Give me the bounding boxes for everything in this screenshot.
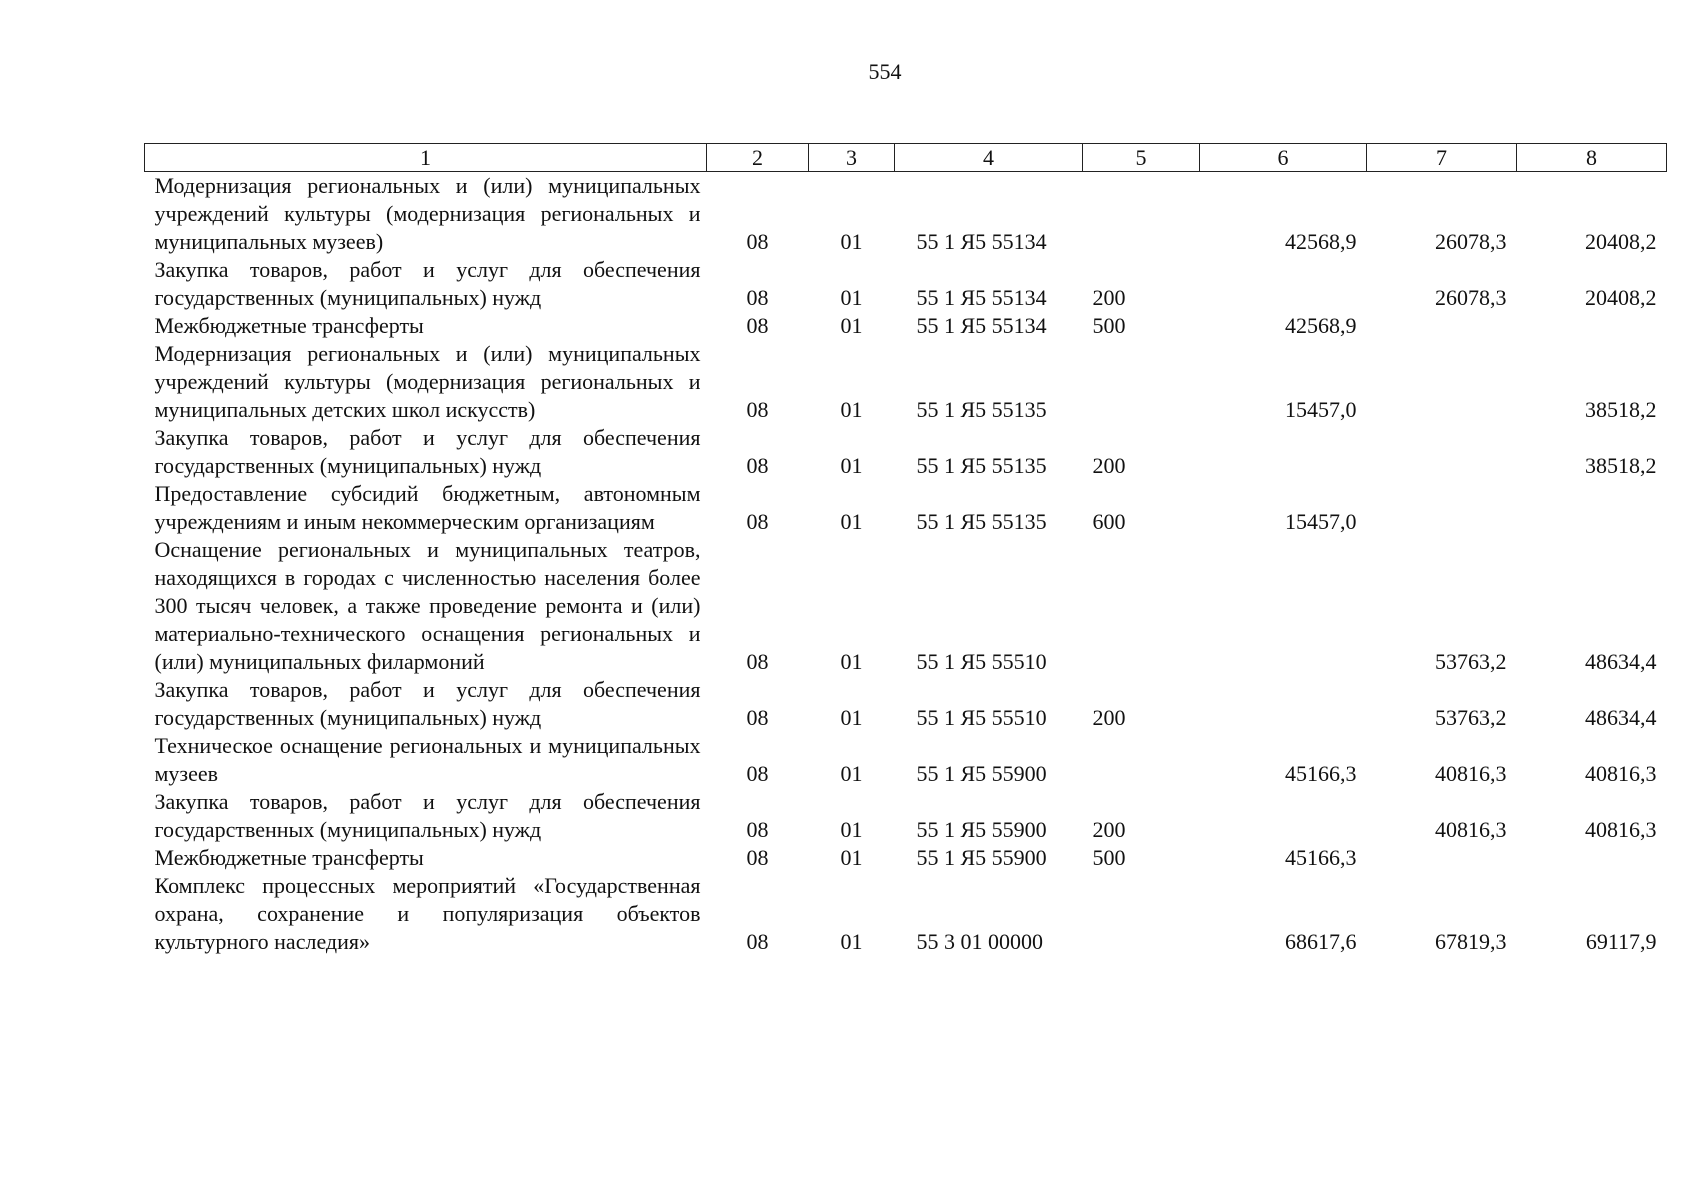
cell-amount-col8 xyxy=(1517,480,1667,536)
cell-amount-col8: 48634,4 xyxy=(1585,649,1657,674)
cell-expense-type xyxy=(1083,340,1200,424)
cell-section: 08 xyxy=(746,397,769,422)
table-body xyxy=(145,172,1667,957)
cell-expense-type xyxy=(1083,536,1200,676)
table-header xyxy=(145,144,1667,172)
table-row xyxy=(145,424,1667,480)
page-number: 554 xyxy=(868,59,902,84)
cell-amount-col7: 26078,3 xyxy=(1435,285,1507,310)
cell-target-article: 55 1 Я5 55135 xyxy=(916,453,1047,478)
cell-target-article: 55 1 Я5 55900 xyxy=(916,761,1047,786)
cell-amount-col6: 42568,9 xyxy=(1285,313,1357,338)
cell-amount-col6: 45166,3 xyxy=(1285,761,1357,786)
cell-amount-col7 xyxy=(1367,340,1517,424)
header-row xyxy=(145,144,1667,172)
cell-expense-type: 500 xyxy=(1092,845,1126,870)
header-col-5: 5 xyxy=(1083,144,1200,172)
cell-description: Оснащение региональных и муниципальных театров, находящихся в городах с численностью населения более 300 тысяч человек, а также проведение ремонта и (или) материально-технического оснащения региональных и (или) муниципальных филармоний xyxy=(154,537,701,674)
table-row xyxy=(145,676,1667,732)
cell-description: Модернизация региональных и (или) муниципальных учреждений культуры (модернизация региональных и муниципальных детских школ искусств) xyxy=(154,341,701,422)
cell-expense-type xyxy=(1083,172,1200,257)
cell-subsection: 01 xyxy=(840,509,863,534)
cell-section: 08 xyxy=(746,817,769,842)
cell-subsection: 01 xyxy=(840,845,863,870)
cell-subsection: 01 xyxy=(840,285,863,310)
cell-subsection: 01 xyxy=(840,761,863,786)
cell-section: 08 xyxy=(746,229,769,254)
table-row xyxy=(145,872,1667,956)
cell-amount-col6 xyxy=(1200,788,1367,844)
cell-amount-col7 xyxy=(1367,480,1517,536)
cell-amount-col6: 68617,6 xyxy=(1285,929,1357,954)
cell-amount-col8: 40816,3 xyxy=(1585,817,1657,842)
cell-expense-type: 200 xyxy=(1092,453,1126,478)
cell-section: 08 xyxy=(746,929,769,954)
cell-description: Закупка товаров, работ и услуг для обеспечения государственных (муниципальных) нужд xyxy=(154,425,701,478)
cell-amount-col8: 48634,4 xyxy=(1585,705,1657,730)
cell-amount-col6 xyxy=(1200,256,1367,312)
cell-section: 08 xyxy=(746,649,769,674)
cell-amount-col7: 40816,3 xyxy=(1435,761,1507,786)
cell-description: Модернизация региональных и (или) муниципальных учреждений культуры (модернизация региональных и муниципальных музеев) xyxy=(154,173,701,254)
cell-target-article: 55 1 Я5 55900 xyxy=(916,845,1047,870)
table-row xyxy=(145,256,1667,312)
cell-amount-col6 xyxy=(1200,676,1367,732)
cell-section: 08 xyxy=(746,509,769,534)
cell-amount-col7: 53763,2 xyxy=(1435,649,1507,674)
cell-subsection: 01 xyxy=(840,453,863,478)
cell-section: 08 xyxy=(746,705,769,730)
cell-subsection: 01 xyxy=(840,649,863,674)
cell-description: Техническое оснащение региональных и муниципальных музеев xyxy=(154,733,701,786)
table-row xyxy=(145,312,1667,340)
cell-amount-col8: 40816,3 xyxy=(1585,761,1657,786)
cell-description: Закупка товаров, работ и услуг для обеспечения государственных (муниципальных) нужд xyxy=(154,789,701,842)
header-col-6: 6 xyxy=(1200,144,1367,172)
table-row xyxy=(145,172,1667,257)
cell-amount-col7: 26078,3 xyxy=(1435,229,1507,254)
cell-target-article: 55 1 Я5 55134 xyxy=(916,229,1047,254)
cell-expense-type: 600 xyxy=(1092,509,1126,534)
cell-expense-type: 500 xyxy=(1092,313,1126,338)
cell-target-article: 55 1 Я5 55135 xyxy=(916,509,1047,534)
cell-amount-col8: 20408,2 xyxy=(1585,229,1657,254)
cell-target-article: 55 1 Я5 55510 xyxy=(916,705,1047,730)
cell-description: Закупка товаров, работ и услуг для обеспечения государственных (муниципальных) нужд xyxy=(154,677,701,730)
cell-section: 08 xyxy=(746,285,769,310)
cell-description: Межбюджетные трансферты xyxy=(154,313,424,338)
header-col-8: 8 xyxy=(1517,144,1667,172)
cell-subsection: 01 xyxy=(840,817,863,842)
cell-amount-col7 xyxy=(1367,844,1517,872)
cell-target-article: 55 1 Я5 55134 xyxy=(916,285,1047,310)
header-col-4: 4 xyxy=(895,144,1083,172)
table-row xyxy=(145,844,1667,872)
cell-amount-col7: 53763,2 xyxy=(1435,705,1507,730)
cell-section: 08 xyxy=(746,313,769,338)
cell-section: 08 xyxy=(746,761,769,786)
table-row xyxy=(145,536,1667,676)
budget-table xyxy=(144,143,1667,956)
cell-amount-col6: 15457,0 xyxy=(1285,397,1357,422)
table-row xyxy=(145,732,1667,788)
cell-description: Закупка товаров, работ и услуг для обеспечения государственных (муниципальных) нужд xyxy=(154,257,701,310)
cell-amount-col8: 20408,2 xyxy=(1585,285,1657,310)
cell-target-article: 55 1 Я5 55135 xyxy=(916,397,1047,422)
cell-amount-col7: 40816,3 xyxy=(1435,817,1507,842)
cell-amount-col8 xyxy=(1517,844,1667,872)
cell-subsection: 01 xyxy=(840,705,863,730)
cell-section: 08 xyxy=(746,453,769,478)
cell-section: 08 xyxy=(746,845,769,870)
cell-amount-col6: 42568,9 xyxy=(1285,229,1357,254)
cell-expense-type: 200 xyxy=(1092,817,1126,842)
table-row xyxy=(145,480,1667,536)
cell-expense-type: 200 xyxy=(1092,705,1126,730)
cell-amount-col7 xyxy=(1367,312,1517,340)
cell-amount-col6 xyxy=(1200,536,1367,676)
cell-description: Межбюджетные трансферты xyxy=(154,845,424,870)
cell-subsection: 01 xyxy=(840,397,863,422)
cell-target-article: 55 1 Я5 55510 xyxy=(916,649,1047,674)
cell-amount-col6: 15457,0 xyxy=(1285,509,1357,534)
cell-description: Комплекс процессных мероприятий «Государственная охрана, сохранение и популяризация объектов культурного наследия» xyxy=(154,873,701,954)
cell-expense-type xyxy=(1083,732,1200,788)
cell-amount-col7: 67819,3 xyxy=(1435,929,1507,954)
cell-amount-col6: 45166,3 xyxy=(1285,845,1357,870)
cell-target-article: 55 1 Я5 55134 xyxy=(916,313,1047,338)
cell-subsection: 01 xyxy=(840,313,863,338)
cell-description: Предоставление субсидий бюджетным, автономным учреждениям и иным некоммерческим организациям xyxy=(154,481,701,534)
header-col-1: 1 xyxy=(145,144,707,172)
cell-expense-type: 200 xyxy=(1092,285,1126,310)
header-col-2: 2 xyxy=(707,144,809,172)
cell-amount-col8: 38518,2 xyxy=(1585,453,1657,478)
header-col-3: 3 xyxy=(809,144,895,172)
cell-amount-col8: 38518,2 xyxy=(1585,397,1657,422)
cell-subsection: 01 xyxy=(840,929,863,954)
cell-target-article: 55 1 Я5 55900 xyxy=(916,817,1047,842)
header-col-7: 7 xyxy=(1367,144,1517,172)
cell-amount-col8: 69117,9 xyxy=(1585,929,1657,954)
cell-amount-col7 xyxy=(1367,424,1517,480)
cell-amount-col8 xyxy=(1517,312,1667,340)
cell-expense-type xyxy=(1083,872,1200,956)
table-row xyxy=(145,340,1667,424)
cell-amount-col6 xyxy=(1200,424,1367,480)
table-row xyxy=(145,788,1667,844)
cell-target-article: 55 3 01 00000 xyxy=(916,929,1043,954)
cell-subsection: 01 xyxy=(840,229,863,254)
